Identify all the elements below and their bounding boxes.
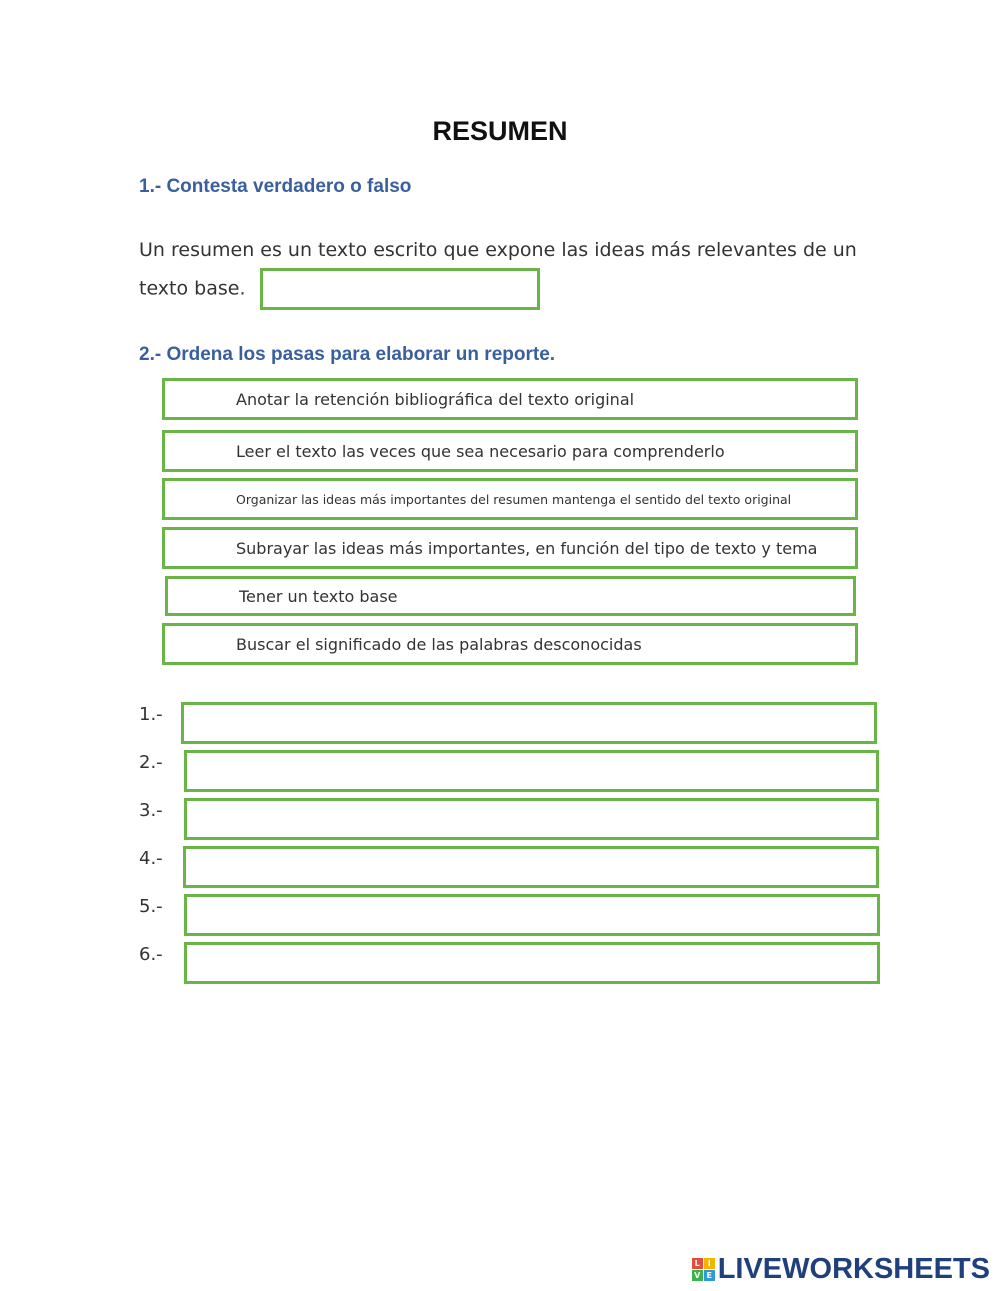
step-option[interactable] — [162, 430, 858, 472]
answer-slot-4[interactable] — [183, 846, 879, 888]
live-logo-icon — [692, 1258, 715, 1281]
step-option-label: Leer el texto las veces que sea necesario para comprenderlo — [236, 441, 725, 461]
step-option[interactable] — [162, 478, 858, 520]
answer-slot-6[interactable] — [184, 942, 880, 984]
step-option-label: Subrayar las ideas más importantes, en función del tipo de texto y tema — [236, 538, 818, 558]
logo-letter: E — [704, 1270, 715, 1281]
logo-letter: I — [704, 1258, 715, 1269]
answer-number: 4.- — [139, 848, 163, 869]
answer-slot-5[interactable] — [184, 894, 880, 936]
answer-number: 6.- — [139, 944, 163, 965]
page-title: RESUMEN — [432, 116, 568, 146]
section1-heading: 1.- Contesta verdadero o falso — [139, 176, 412, 197]
brand-name: LIVEWORKSHEETS — [717, 1253, 990, 1285]
answer-slot-2[interactable] — [184, 750, 879, 792]
step-option[interactable] — [162, 527, 858, 569]
answer-slot-3[interactable] — [184, 798, 879, 840]
true-false-answer-input[interactable] — [260, 268, 540, 310]
true-false-statement — [139, 232, 859, 310]
logo-letter: L — [692, 1258, 703, 1269]
answer-number: 3.- — [139, 800, 163, 821]
answer-slot-1[interactable] — [181, 702, 877, 744]
step-option-label: Organizar las ideas más importantes del resumen mantenga el sentido del texto original — [236, 491, 792, 507]
statement-text: Un resumen es un texto escrito que expone las ideas más relevantes de un texto base. — [139, 239, 857, 300]
answer-number: 2.- — [139, 752, 163, 773]
answer-number: 5.- — [139, 896, 163, 917]
logo-letter: V — [692, 1270, 703, 1281]
answer-number: 1.- — [139, 704, 163, 725]
step-option[interactable] — [165, 576, 856, 616]
liveworksheets-logo — [692, 1253, 990, 1286]
step-option-label: Tener un texto base — [239, 586, 398, 606]
step-option[interactable] — [162, 623, 858, 665]
step-option[interactable] — [162, 378, 858, 420]
step-option-label: Buscar el significado de las palabras desconocidas — [236, 634, 642, 654]
step-option-label: Anotar la retención bibliográfica del texto original — [236, 389, 635, 409]
section2-heading: 2.- Ordena los pasas para elaborar un reporte. — [139, 344, 556, 365]
